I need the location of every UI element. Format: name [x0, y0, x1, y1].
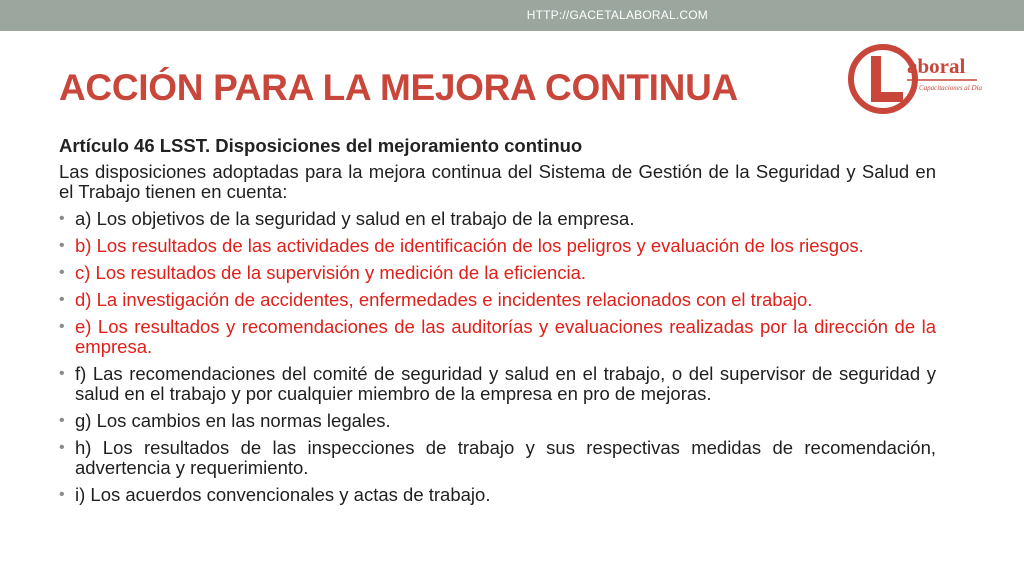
bullet-icon: • [59, 486, 65, 503]
list-item-text: a) Los objetivos de la seguridad y salud en el trabajo de la empresa. [75, 208, 635, 229]
article-content [59, 136, 936, 512]
bullet-icon: • [59, 291, 65, 308]
list-item [59, 485, 936, 505]
logo-wordmark: aboral [907, 54, 966, 78]
logo-tagline: Capacitaciones al Día [919, 84, 982, 92]
article-intro: Las disposiciones adoptadas para la mejora continua del Sistema de Gestión de la Seguridad y Salud en el Trabajo tienen en cuenta: [59, 161, 936, 202]
article-items-list [59, 209, 936, 505]
top-bar [0, 0, 1024, 31]
site-url[interactable]: HTTP://GACETALABORAL.COM [526, 8, 708, 22]
list-item-text: h) Los resultados de las inspecciones de trabajo y sus respectivas medidas de recomendación, advertencia y requerimiento. [75, 437, 936, 478]
bullet-icon: • [59, 237, 65, 254]
bullet-icon: • [59, 412, 65, 429]
list-item-text: g) Los cambios en las normas legales. [75, 410, 391, 431]
list-item-text: i) Los acuerdos convencionales y actas de trabajo. [75, 484, 491, 505]
list-item [59, 236, 936, 256]
bullet-icon: • [59, 210, 65, 227]
list-item [59, 411, 936, 431]
bullet-icon: • [59, 318, 65, 335]
page-title: ACCIÓN PARA LA MEJORA CONTINUA [59, 67, 738, 108]
list-item [59, 438, 936, 478]
bullet-icon: • [59, 264, 65, 281]
list-item-text: c) Los resultados de la supervisión y medición de la eficiencia. [75, 262, 587, 283]
laboral-logo [845, 40, 985, 120]
list-item [59, 209, 936, 229]
laboral-logo-graphic [845, 40, 985, 120]
bullet-icon: • [59, 439, 65, 456]
list-item-text: f) Las recomendaciones del comité de seguridad y salud en el trabajo, o del supervisor de seguridad y salud en el trabajo y por cualquier miembro de la empresa en pro de mejoras. [75, 363, 936, 404]
list-item [59, 263, 936, 283]
list-item [59, 317, 936, 357]
list-item-text: e) Los resultados y recomendaciones de las auditorías y evaluaciones realizadas por la dirección de la empresa. [75, 316, 936, 357]
bullet-icon: • [59, 365, 65, 382]
list-item [59, 290, 936, 310]
article-heading: Artículo 46 LSST. Disposiciones del mejoramiento continuo [59, 135, 583, 156]
list-item-text: d) La investigación de accidentes, enfermedades e incidentes relacionados con el trabajo. [75, 289, 813, 310]
list-item [59, 364, 936, 404]
list-item-text: b) Los resultados de las actividades de identificación de los peligros y evaluación de los riesgos. [75, 235, 864, 256]
